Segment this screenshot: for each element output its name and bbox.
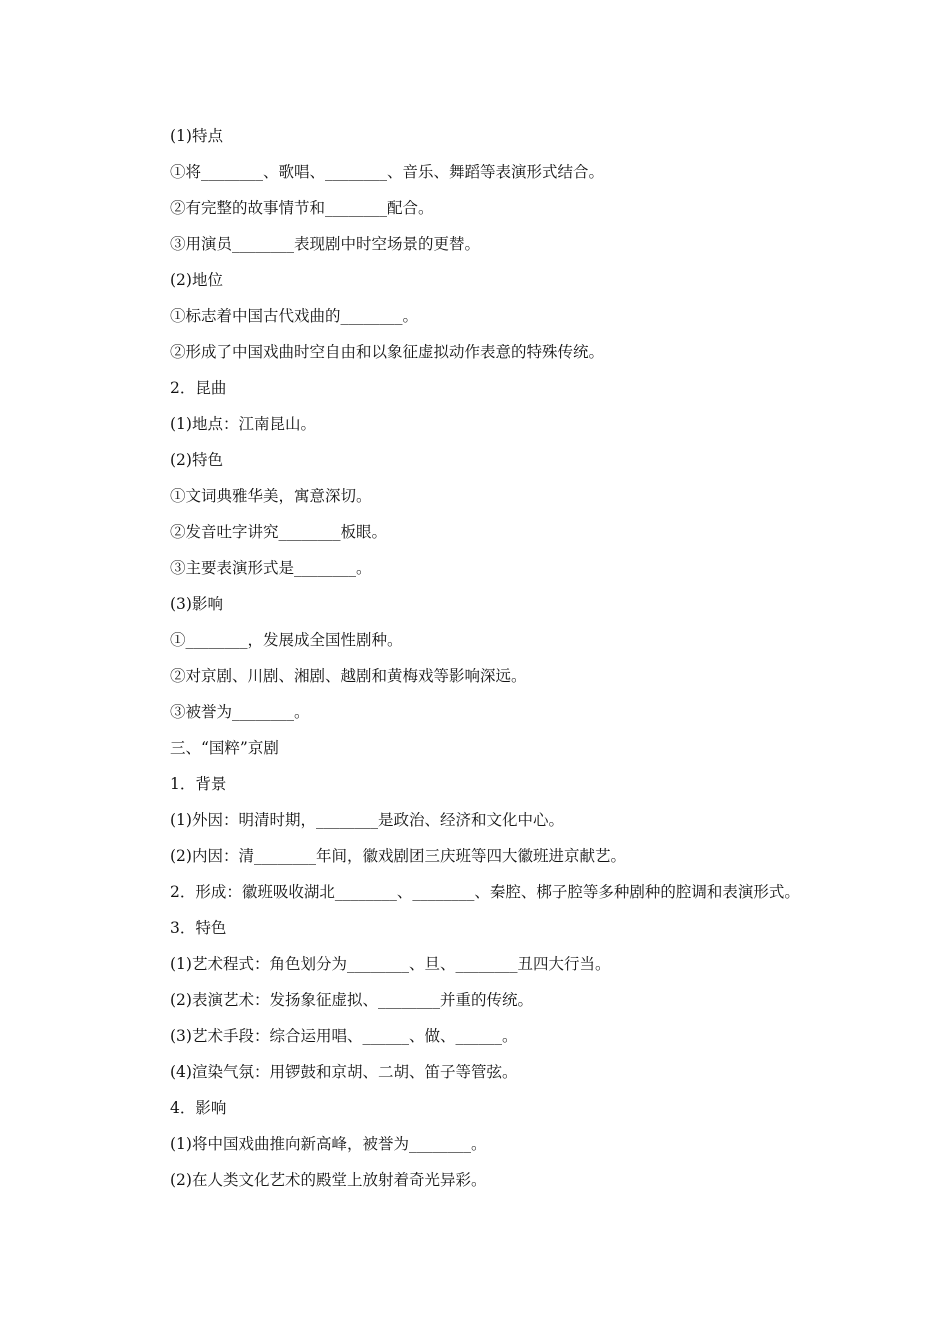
text-line: ②有完整的故事情节和________配合。 <box>170 199 434 217</box>
text-line: ①________，发展成全国性剧种。 <box>170 631 403 649</box>
text-line: (1)艺术程式：角色划分为________、旦、________丑四大行当。 <box>170 955 611 973</box>
subheading-features: (1)特点 <box>170 127 223 145</box>
text-line: (1)外因：明清时期，________是政治、经济和文化中心。 <box>170 811 564 829</box>
text-line: ③被誉为________。 <box>170 703 310 721</box>
heading-kunqu: 2．昆曲 <box>170 379 227 397</box>
text-line: ②发音吐字讲究________板眼。 <box>170 523 388 541</box>
text-line: ①文词典雅华美，寓意深切。 <box>170 487 372 505</box>
heading-features: 3．特色 <box>170 919 227 937</box>
heading-formation: 2．形成：徽班吸收湖北________、________、秦腔、梆子腔等多种剧种的腔调和表演形式。 <box>170 883 800 901</box>
heading-influence: 4．影响 <box>170 1099 227 1117</box>
text-line: (1)将中国戏曲推向新高峰，被誉为________。 <box>170 1135 487 1153</box>
text-line: ③用演员________表现剧中时空场景的更替。 <box>170 235 481 253</box>
text-line: ③主要表演形式是________。 <box>170 559 372 577</box>
text-line: (2)表演艺术：发扬象征虚拟、________并重的传统。 <box>170 991 533 1009</box>
text-line: ②对京剧、川剧、湘剧、越剧和黄梅戏等影响深远。 <box>170 667 527 685</box>
text-line: (1)地点：江南昆山。 <box>170 415 316 433</box>
text-line: (2)在人类文化艺术的殿堂上放射着奇光异彩。 <box>170 1171 487 1189</box>
text-line: ②形成了中国戏曲时空自由和以象征虚拟动作表意的特殊传统。 <box>170 343 605 361</box>
document-body <box>170 124 930 1204</box>
subheading-influence: (3)影响 <box>170 595 223 613</box>
subheading-characteristics: (2)特色 <box>170 451 223 469</box>
text-line: (2)内因：清________年间，徽戏剧团三庆班等四大徽班进京献艺。 <box>170 847 626 865</box>
heading-background: 1．背景 <box>170 775 227 793</box>
subheading-status: (2)地位 <box>170 271 223 289</box>
text-line: (4)渲染气氛：用锣鼓和京胡、二胡、笛子等管弦。 <box>170 1063 518 1081</box>
text-line: ①将________、歌唱、________、音乐、舞蹈等表演形式结合。 <box>170 163 605 181</box>
section-heading-peking-opera: 三、“国粹”京剧 <box>170 739 279 757</box>
text-line: ①标志着中国古代戏曲的________。 <box>170 307 419 325</box>
text-line: (3)艺术手段：综合运用唱、______、做、______。 <box>170 1027 518 1045</box>
